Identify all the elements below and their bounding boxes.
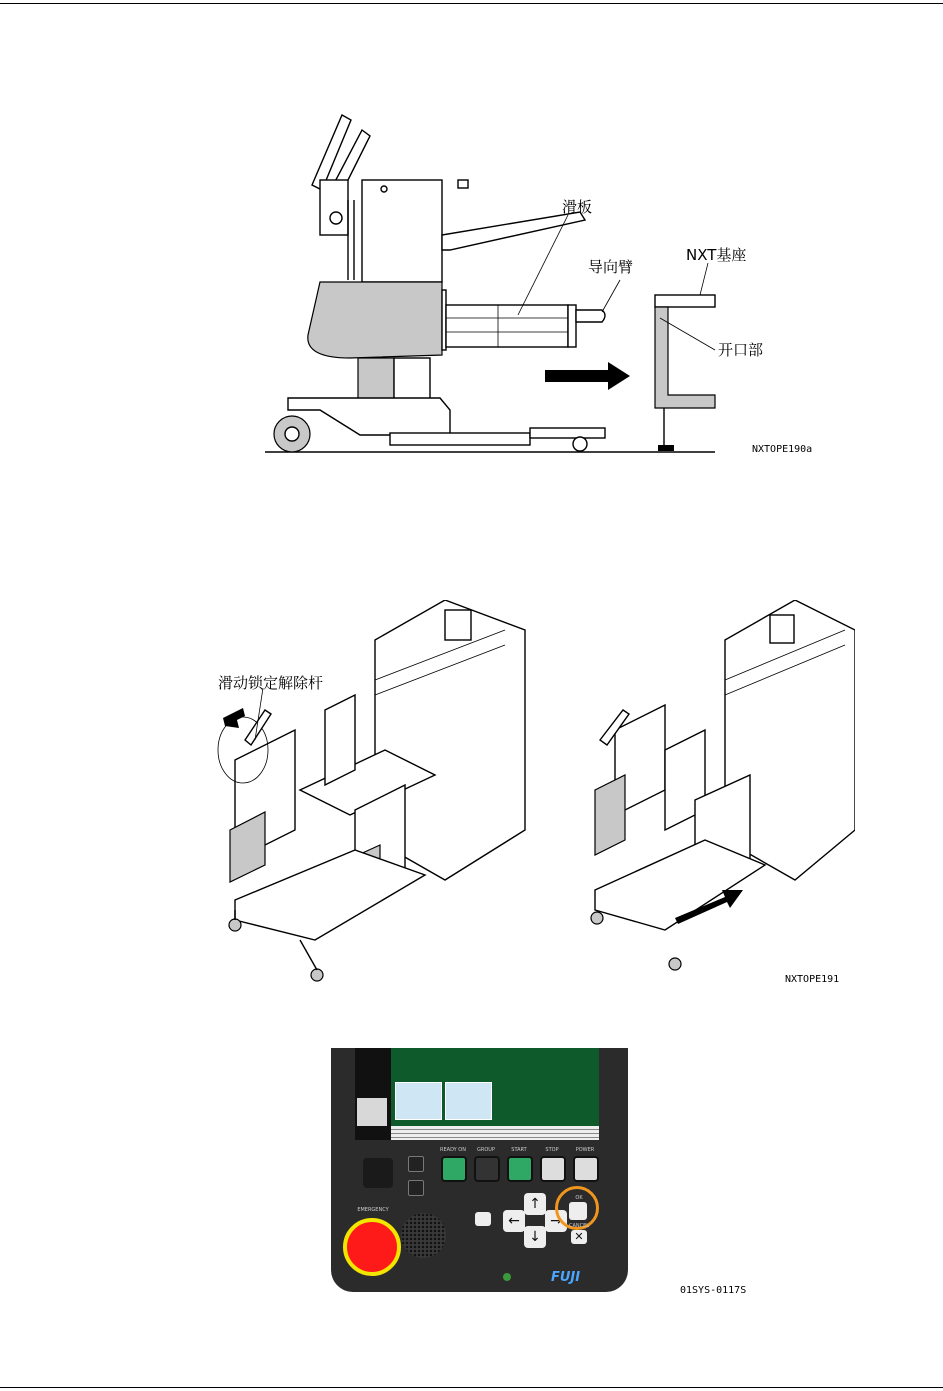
cancel-label: CANCEL	[568, 1223, 590, 1229]
figure-code-1: NXTOPE190a	[752, 444, 813, 455]
status-led	[503, 1273, 511, 1281]
screen-icon-feeder-next	[445, 1082, 492, 1120]
panel-small-key-1[interactable]	[408, 1156, 424, 1172]
lower-body	[308, 282, 442, 358]
label-nxt-base: NXT基座	[686, 246, 747, 264]
cart-base	[288, 398, 450, 435]
emergency-stop-button[interactable]	[343, 1218, 401, 1276]
cancel-button[interactable]: ✕	[571, 1230, 587, 1244]
release-arrow-icon	[223, 708, 245, 728]
panel-left-strip	[355, 1048, 391, 1140]
operation-panel	[331, 1048, 628, 1292]
power-label: POWER	[575, 1147, 595, 1153]
stop-button[interactable]	[540, 1156, 566, 1182]
footer-rule	[0, 1387, 943, 1388]
dpad-left-button[interactable]: ←	[503, 1210, 525, 1232]
upper-body	[362, 180, 442, 282]
panel-square-button[interactable]	[363, 1158, 393, 1188]
dpad-up-button[interactable]: ↑	[524, 1193, 546, 1215]
header-rule	[0, 3, 943, 4]
speaker-grille	[401, 1213, 446, 1258]
label-guide-arm: 导向臂	[588, 258, 634, 276]
panel-small-key-2[interactable]	[408, 1180, 424, 1196]
panel-small-button[interactable]	[475, 1212, 491, 1226]
brand-logo: FUJI	[551, 1270, 581, 1285]
isometric-view-right	[591, 600, 855, 970]
dpad-right-button[interactable]: →	[545, 1210, 567, 1232]
stop-label: STOP	[545, 1147, 559, 1153]
slide-plate	[446, 305, 568, 347]
power-button[interactable]	[573, 1156, 599, 1182]
top-levers	[312, 115, 370, 235]
screen-table	[391, 1126, 599, 1140]
group-label: GROUP	[477, 1147, 495, 1153]
push-arrow-icon	[545, 362, 630, 390]
figure-code-2: NXTOPE191	[785, 974, 840, 985]
ready-on-button[interactable]	[441, 1156, 467, 1182]
nxt-base-leg	[655, 307, 715, 408]
figure-isometric-views	[205, 600, 855, 990]
figure-code-3: 01SYS-0117S	[680, 1285, 747, 1296]
group-button[interactable]	[474, 1156, 500, 1182]
emergency-label: EMERGENCY	[357, 1207, 389, 1213]
nxt-base	[655, 295, 715, 307]
column	[358, 358, 394, 402]
front-arm	[442, 212, 585, 250]
ok-label: OK	[575, 1195, 583, 1201]
label-release-lever: 滑动锁定解除杆	[218, 674, 324, 692]
start-button[interactable]	[507, 1156, 533, 1182]
guide-arm	[576, 310, 605, 322]
ready-on-label: READY ON	[440, 1147, 466, 1153]
label-opening: 开口部	[718, 341, 764, 359]
start-label: START	[511, 1147, 527, 1153]
isometric-view-left	[218, 600, 525, 981]
rear-wheel	[573, 437, 587, 451]
figure-cart-side-view	[250, 100, 830, 470]
label-slide-plate: 滑板	[562, 198, 593, 216]
ok-button[interactable]	[569, 1202, 587, 1220]
screen-icon-home	[357, 1098, 387, 1126]
screen-icon-feeder	[395, 1082, 442, 1120]
dpad-down-button[interactable]: ↓	[524, 1226, 546, 1248]
